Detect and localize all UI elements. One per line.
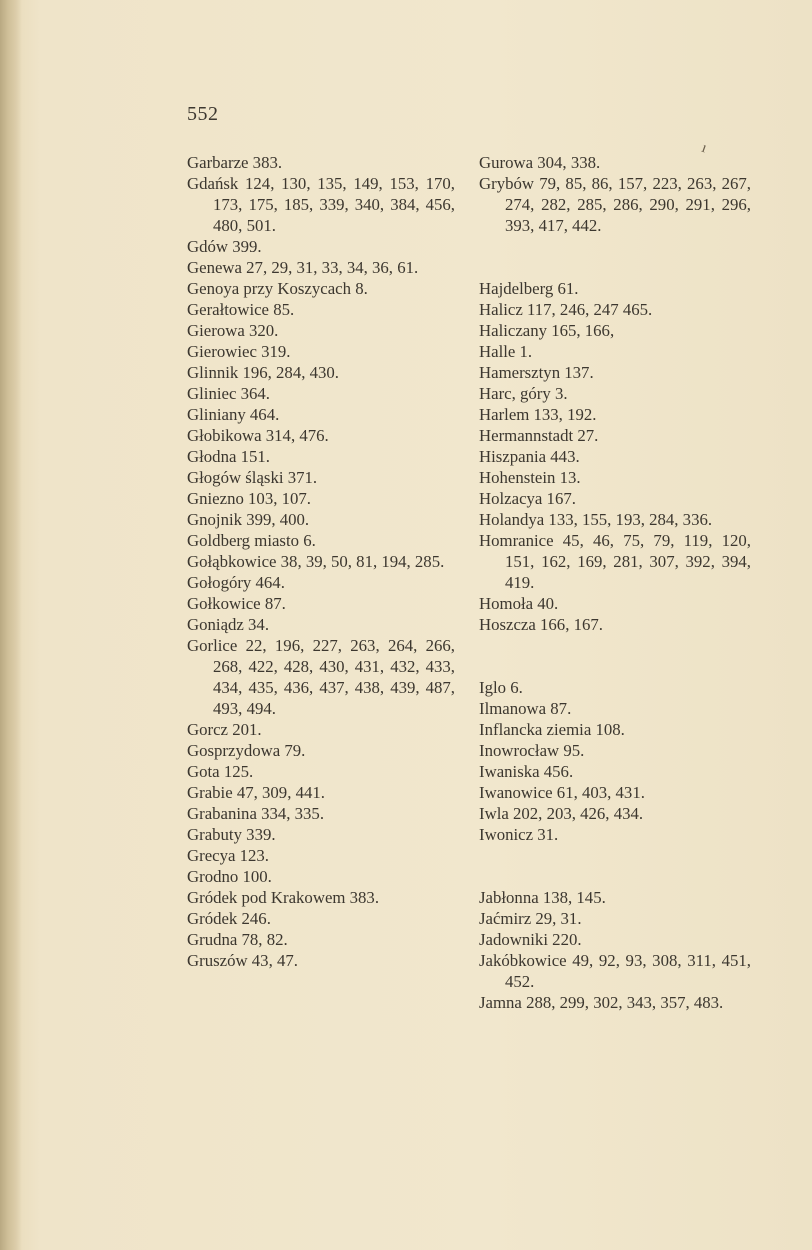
margin-pencil-mark: ı [699,139,709,157]
index-entry: Genoya przy Koszycach 8. [187,279,368,298]
index-entry: Inowrocław 95. [479,741,585,760]
index-entry: Głodna 151. [187,447,270,466]
index-entry: Inflancka ziemia 108. [479,720,625,739]
index-entry: Gliniany 464. [187,405,280,424]
index-entry: Gródek pod Krakowem 383. [187,888,380,907]
index-entry: Jamna 288, 299, 302, 343, 357, 483. [479,993,724,1012]
index-entry: Holandya 133, 155, 193, 284, 336. [479,510,713,529]
index-entry: Iwaniska 456. [479,762,574,781]
index-column-left [187,152,455,971]
letter-group-gap [479,656,751,677]
index-entry: Jakóbkowice 49, 92, 93, 308, 311, 451, 452. [479,951,751,991]
index-entry: Gródek 246. [187,909,271,928]
index-entry: Goniądz 34. [187,615,270,634]
index-entry: Genewa 27, 29, 31, 33, 34, 36, 61. [187,258,419,277]
index-entry: Grabanina 334, 335. [187,804,325,823]
index-entry: Hohenstein 13. [479,468,581,487]
index-entry: Głogów śląski 371. [187,468,318,487]
index-entry: Gruszów 43, 47. [187,951,298,970]
index-entry: Głobikowa 314, 476. [187,426,329,445]
index-entry: Homranice 45, 46, 75, 79, 119, 120, 151, 162, 169, 281, 307, 392, 394, 419. [479,531,751,592]
letter-group-gap [479,236,751,257]
index-entry: Gdów 399. [187,237,262,256]
index-entry: Grybów 79, 85, 86, 157, 223, 263, 267, 274, 282, 285, 286, 290, 291, 296, 393, 417, 442. [479,174,751,235]
index-entry: Gorcz 201. [187,720,262,739]
index-entry: Gołkowice 87. [187,594,286,613]
index-entry: Harlem 133, 192. [479,405,597,424]
index-entry: Hoszcza 166, 167. [479,615,603,634]
index-entry: Hamersztyn 137. [479,363,594,382]
index-entry: Iglo 6. [479,678,523,697]
index-entry: Hiszpania 443. [479,447,580,466]
letter-group-gap [479,845,751,866]
index-entry: Halle 1. [479,342,533,361]
index-entry: Iwanowice 61, 403, 431. [479,783,645,802]
index-entry: Homoła 40. [479,594,559,613]
index-entry: Gierowa 320. [187,321,279,340]
index-entry: Ilmanowa 87. [479,699,572,718]
index-entry: Gurowa 304, 338. [479,153,601,172]
letter-group-gap [479,635,751,656]
index-entry: Grecya 123. [187,846,270,865]
index-entry: Holzacya 167. [479,489,576,508]
index-entry: Jabłonna 138, 145. [479,888,606,907]
index-entry: Goldberg miasto 6. [187,531,316,550]
index-entry: Grabuty 339. [187,825,276,844]
letter-group-gap [479,866,751,887]
index-entry: Gierowiec 319. [187,342,291,361]
index-entry: Grudna 78, 82. [187,930,288,949]
index-entry: Jaćmirz 29, 31. [479,909,582,928]
index-entry: Gnojnik 399, 400. [187,510,310,529]
index-entry: Gerałtowice 85. [187,300,295,319]
index-entry: Iwla 202, 203, 426, 434. [479,804,644,823]
index-entry: Haliczany 165, 166, [479,321,615,340]
index-entry: Halicz 117, 246, 247 465. [479,300,653,319]
index-entry: Hajdelberg 61. [479,279,579,298]
index-entry: Harc, góry 3. [479,384,568,403]
index-entry: Garbarze 383. [187,153,283,172]
index-entry: Gołogóry 464. [187,573,285,592]
index-entry: Grabie 47, 309, 441. [187,783,325,802]
index-column-right [479,152,751,1013]
index-entry: Gdańsk 124, 130, 135, 149, 153, 170, 173, 175, 185, 339, 340, 384, 456, 480, 501. [187,174,455,235]
index-entry: Gniezno 103, 107. [187,489,311,508]
index-entry: Gołąbkowice 38, 39, 50, 81, 194, 285. [187,552,445,571]
index-entry: Glinnik 196, 284, 430. [187,363,339,382]
index-entry: Grodno 100. [187,867,272,886]
letter-group-gap [479,257,751,278]
page-binding-edge [0,0,22,1250]
index-entry: Jadowniki 220. [479,930,582,949]
index-entry: Gosprzydowa 79. [187,741,306,760]
index-entry: Iwonicz 31. [479,825,559,844]
index-entry: Gorlice 22, 196, 227, 263, 264, 266, 268, 422, 428, 430, 431, 432, 433, 434, 435, 436, 437, 438, 439, 487, 493, 494. [187,636,455,718]
index-entry: Gota 125. [187,762,254,781]
index-entry: Gliniec 364. [187,384,270,403]
page-number: 552 [187,103,219,125]
index-entry: Hermannstadt 27. [479,426,599,445]
